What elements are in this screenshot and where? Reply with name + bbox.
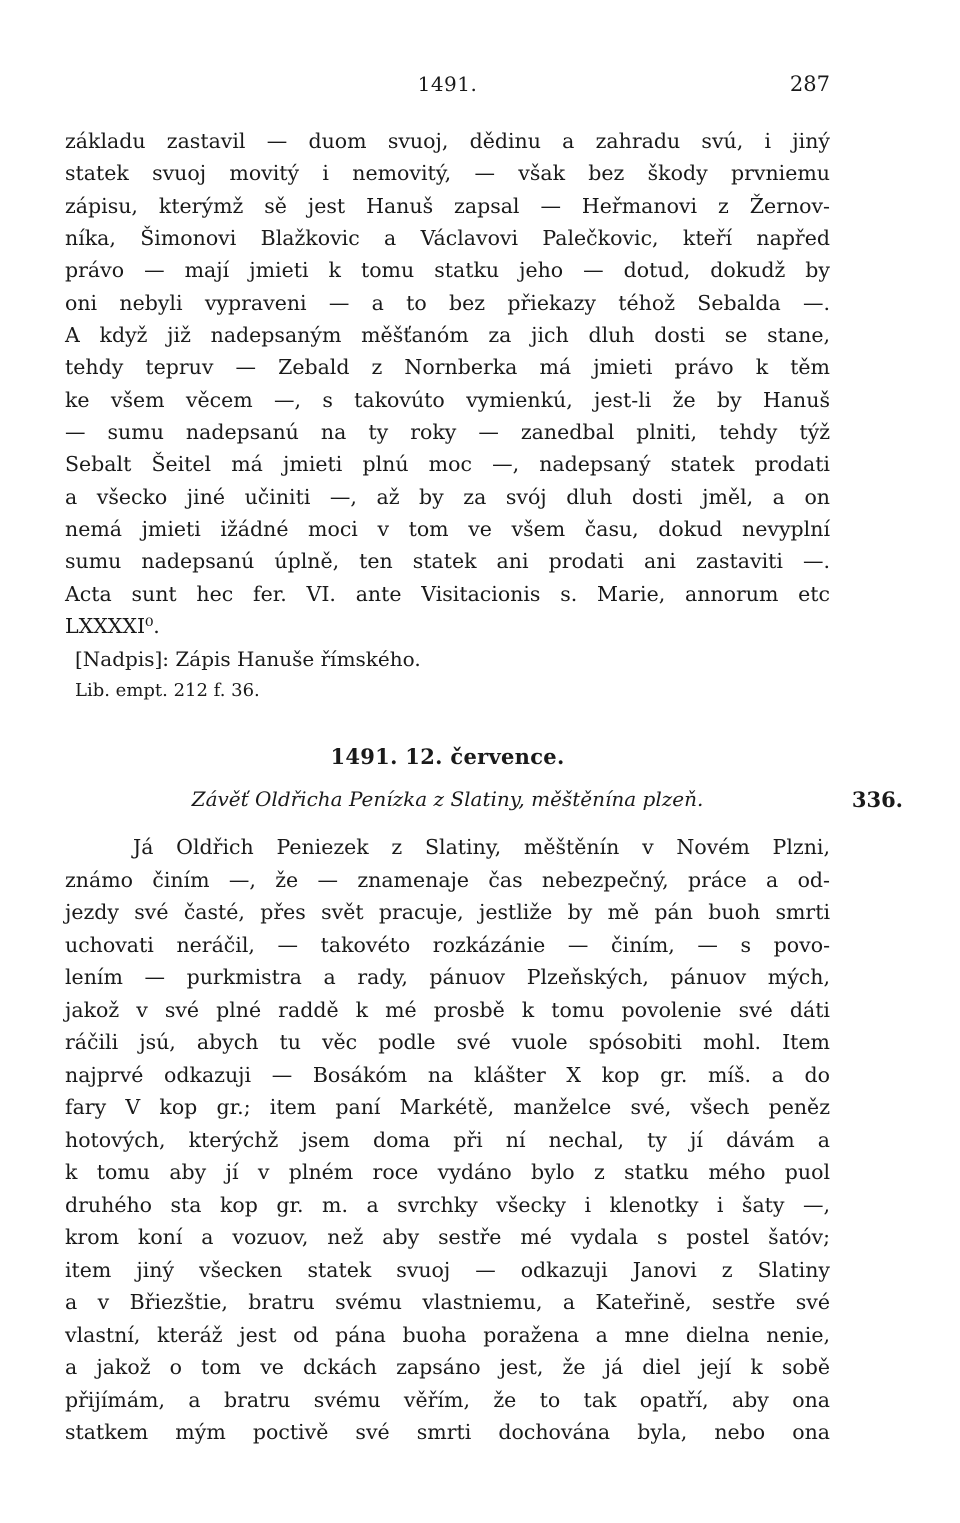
text-line: vlastní, kteráž jest od pána buoha poražena a mne dielna nenie, bbox=[65, 1322, 830, 1347]
text-line: k tomu aby jí v plném roce vydáno bylo z statku mého puol bbox=[65, 1160, 830, 1184]
text-line: jezdy své časté, přes svět pracuje, jestliže by mě pán buoh smrti bbox=[65, 900, 830, 924]
text-line: a v Břiezštie, bratru svému vlastniemu, a Kateřině, sestře své bbox=[65, 1290, 830, 1314]
text-line: přijímám, a bratru svému věřím, že to tak opatří, aby ona bbox=[65, 1387, 830, 1412]
text-line: hotových, kterýchž jsem doma při ní nechal, ty jí dávám a bbox=[65, 1127, 830, 1152]
text-line: Acta sunt hec fer. VI. ante Visitacionis s. Marie, annorum etc bbox=[65, 581, 830, 606]
entry-335-continuation bbox=[65, 125, 830, 707]
text-line: a všecko jiné učiniti —, až by za svój dluh dosti jměl, a on bbox=[65, 484, 830, 509]
text-line: níka, Šimonovi Blažkovic a Václavovi Palečkovic, kteří napřed bbox=[65, 226, 830, 251]
entry-336-body bbox=[65, 831, 830, 1449]
page-number: 287 bbox=[789, 72, 830, 96]
text-line: nemá jmieti ižádné moci v tom ve všem času, dokud nevyplní bbox=[65, 517, 830, 542]
inscription: [Nadpis]: Zápis Hanuše římského. bbox=[75, 646, 421, 671]
text-line: najprvé odkazuji — Bosákóm na klášter X kop gr. míš. a do bbox=[65, 1062, 830, 1087]
text-line: ke všem věcem —, s takovúto vymienkú, jest-li že by Hanuš bbox=[65, 387, 830, 412]
text-line: ráčili jsú, abych tu věc podle své vuole spósobiti mohl. Item bbox=[65, 1030, 830, 1054]
text-line: tehdy tepruv — Zebald z Nornberka má jmieti právo k těm bbox=[65, 355, 830, 380]
text-line: známo činím —, že — znamenaje čas nebezpečný, práce a od- bbox=[65, 867, 830, 892]
running-head bbox=[65, 72, 830, 104]
text-line: jakož v své plné raddě k mé prosbě k tomu povolenie své dáti bbox=[65, 997, 830, 1022]
text-line: sumu nadepsanú úplně, ten statek ani prodati ani zastaviti —. bbox=[65, 549, 830, 574]
document-date: 1491. 12. července. bbox=[330, 744, 565, 769]
text-line: — sumu nadepsanú na ty roky — zanedbal plniti, tehdy týž bbox=[65, 420, 830, 445]
text-line: oni nebyli vypraveni — a to bez přiekazy téhož Sebalda —. bbox=[65, 290, 830, 315]
text-line: základu zastavil — duom svuoj, dědinu a zahradu svú, i jiný bbox=[65, 129, 830, 153]
text-line: druhého sta kop gr. m. a svrchky všecky i klenotky i šaty —, bbox=[65, 1192, 830, 1217]
text-line: A když již nadepsaným měšťanóm za jich dluh dosti se stane, bbox=[65, 323, 830, 348]
document-number: 336. bbox=[851, 787, 903, 812]
text-line: zápisu, kterýmž sě jest Hanuš zapsal — Heřmanovi z Žernov- bbox=[65, 193, 830, 218]
text-line: statek svuoj movitý i nemovitý, — však bez škody prvniemu bbox=[65, 161, 830, 186]
text-line: právo — mají jmieti k tomu statku jeho — dotud, dokudž by bbox=[65, 258, 830, 283]
source-citation: Lib. empt. 212 f. 36. bbox=[75, 679, 260, 701]
text-line: Sebalt Šeitel má jmieti plnú moc —, nadepsaný statek prodati bbox=[65, 452, 830, 477]
text-line: a jakož o tom ve dckách zapsáno jest, že já diel její k sobě bbox=[65, 1355, 830, 1379]
text-line: fary V kop gr.; item paní Markétě, manželce své, všech peněz bbox=[65, 1095, 830, 1119]
text-line: lením — purkmistra a rady, pánuov Plzeňských, pánuov mých, bbox=[65, 965, 830, 989]
text-line: krom koní a vozuov, než aby sestře mé vydala s postel šatóv; bbox=[65, 1225, 830, 1249]
text-line: item jiný všecken statek svuoj — odkazuji Janovi z Slatiny bbox=[65, 1257, 830, 1282]
text-line: uchovati neráčil, — takovéto rozkázánie — činím, — s povo- bbox=[65, 932, 830, 957]
text-line: Já Oldřich Peniezek z Slatiny, měštěnín v Novém Plzni, bbox=[133, 835, 830, 859]
document-title: Závěť Oldřicha Penízka z Slatiny, měštěnína plzeň. bbox=[191, 787, 704, 811]
text-line: LXXXXI⁰. bbox=[65, 614, 160, 639]
header-year: 1491. bbox=[417, 72, 478, 96]
text-line: statkem mým poctivě své smrti dochována byla, nebo ona bbox=[65, 1420, 830, 1444]
